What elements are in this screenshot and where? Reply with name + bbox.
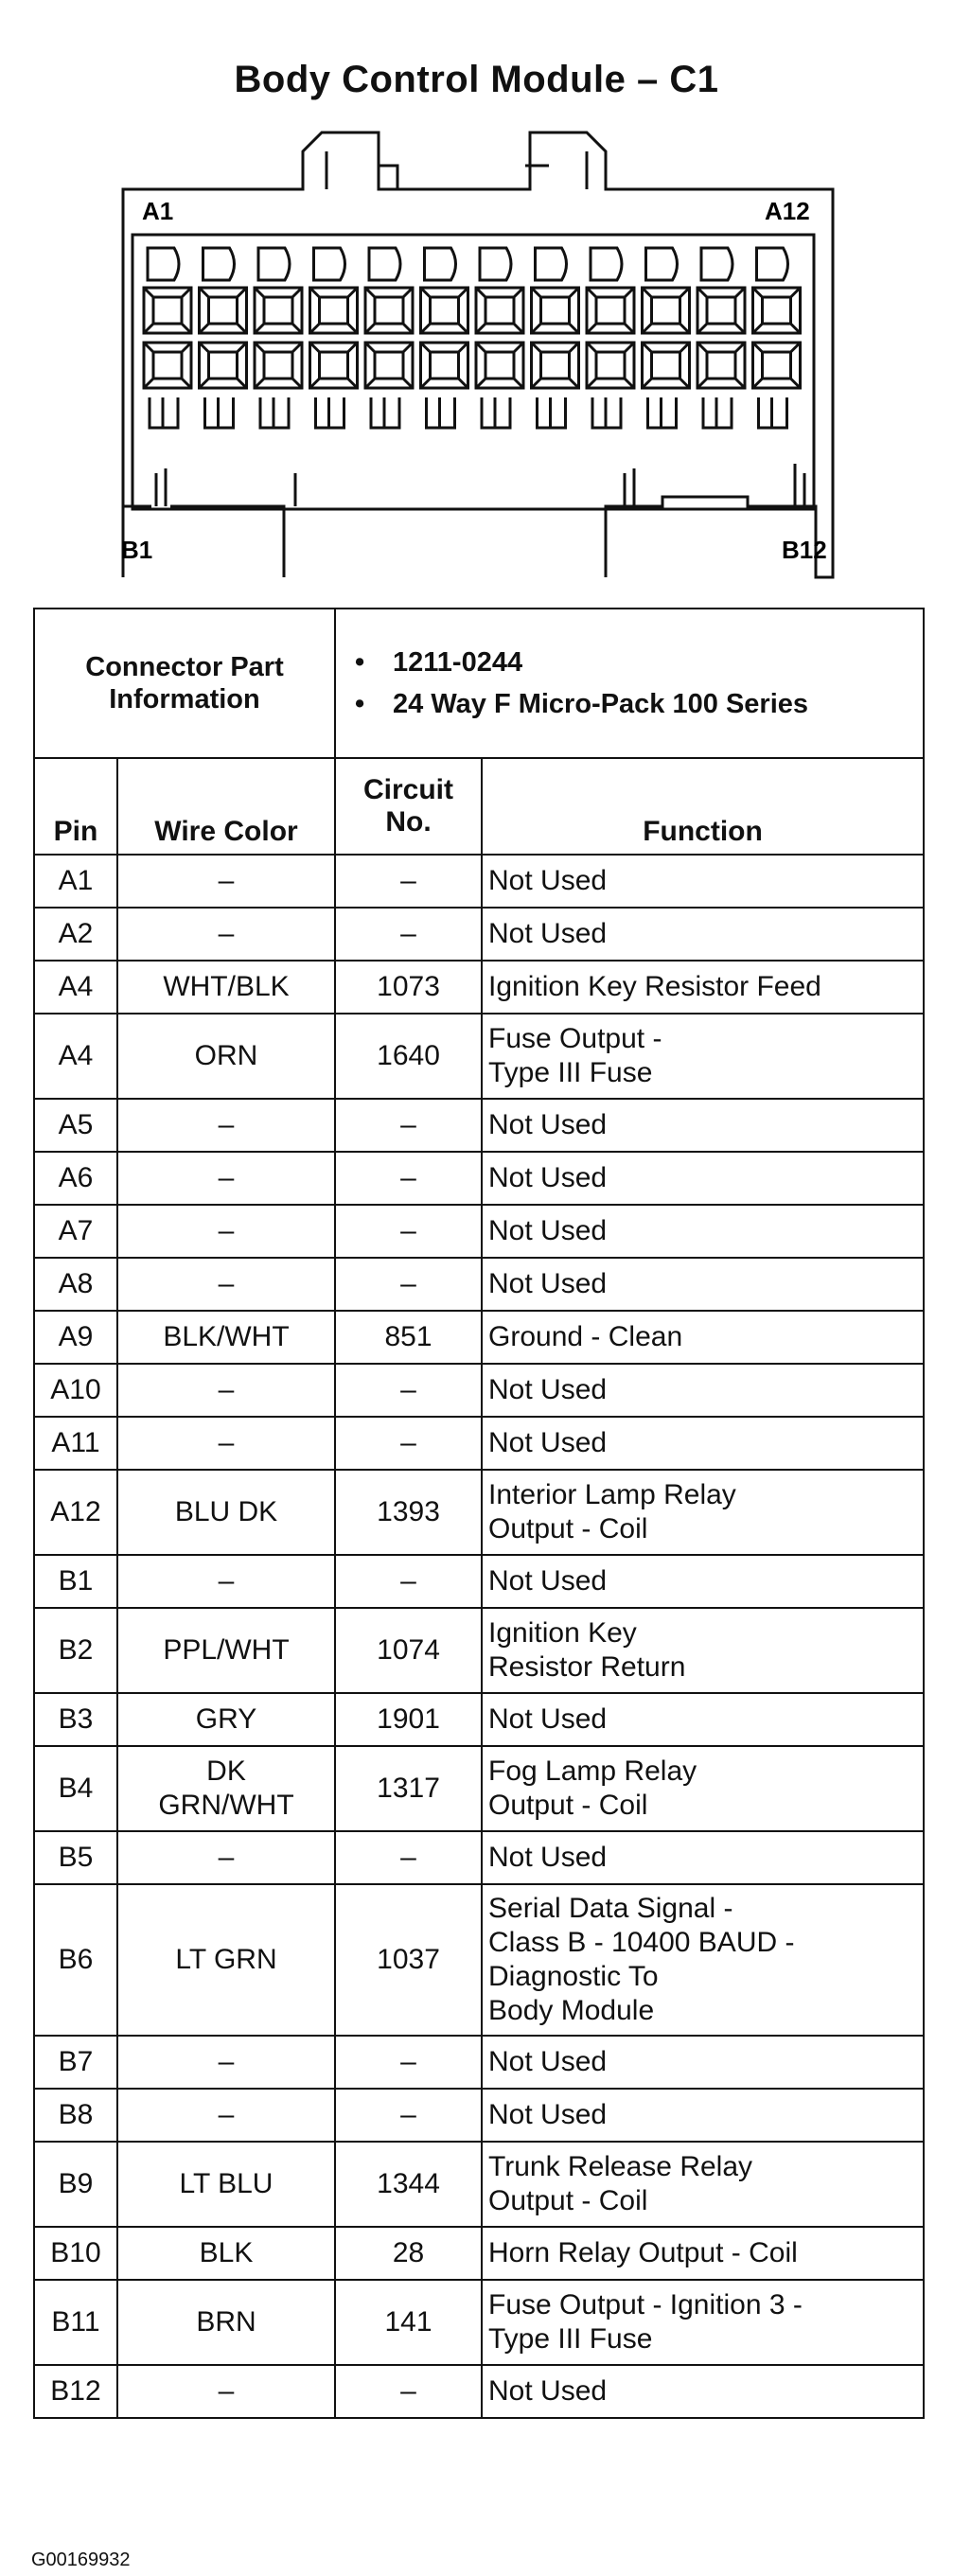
terminal-bottom: [316, 397, 344, 428]
connector-label-b12: B12: [782, 536, 827, 564]
pin-cell: B3: [34, 1693, 117, 1746]
circuit-cell: 1393: [335, 1470, 482, 1555]
table-row: [34, 2365, 924, 2418]
cavity-corners: [697, 288, 745, 333]
circuit-cell: –: [335, 1152, 482, 1205]
cavity-corners: [144, 288, 191, 333]
cavity-corners: [200, 343, 247, 388]
terminal-top: [646, 248, 678, 280]
pin-cell: A11: [34, 1417, 117, 1470]
pin-cell: B12: [34, 2365, 117, 2418]
cavity-corners: [200, 288, 247, 333]
function-cell: Ignition Key Resistor Return: [482, 1608, 924, 1693]
circuit-cell: –: [335, 908, 482, 961]
part-info-label: Connector Part Information: [34, 609, 335, 758]
cavity-corners: [255, 288, 302, 333]
page-title: Body Control Module – C1: [234, 59, 719, 100]
pin-cell: A1: [34, 855, 117, 908]
table-row: [34, 1014, 924, 1099]
cavity-corners: [753, 288, 801, 333]
terminal-top: [536, 248, 567, 280]
cavity-corners: [365, 343, 413, 388]
circuit-cell: –: [335, 1364, 482, 1417]
pin-cell: B7: [34, 2036, 117, 2089]
circuit-cell: 141: [335, 2280, 482, 2365]
circuit-cell: –: [335, 2036, 482, 2089]
terminal-bottom: [648, 397, 677, 428]
col-header-wire-color: Wire Color: [117, 758, 335, 855]
pin-cell: A4: [34, 961, 117, 1014]
function-cell: Ground - Clean: [482, 1311, 924, 1364]
table-row: [34, 1205, 924, 1258]
pin-cell: A5: [34, 1099, 117, 1152]
cavity-corners: [476, 288, 523, 333]
wire-color-cell: –: [117, 1205, 335, 1258]
table-row: [34, 1831, 924, 1884]
pin-cell: A4: [34, 1014, 117, 1099]
circuit-cell: 1317: [335, 1746, 482, 1831]
cavity-inner: [209, 352, 238, 379]
circuit-cell: 1037: [335, 1884, 482, 2036]
table-row: [34, 1884, 924, 2036]
circuit-cell: –: [335, 1417, 482, 1470]
function-cell: Ignition Key Resistor Feed: [482, 961, 924, 1014]
circuit-cell: 1640: [335, 1014, 482, 1099]
cavity-corners: [643, 288, 690, 333]
pin-cell: B1: [34, 1555, 117, 1608]
function-cell: Not Used: [482, 855, 924, 908]
function-cell: Interior Lamp Relay Output - Coil: [482, 1470, 924, 1555]
terminal-top: [480, 248, 511, 280]
col-header-pin: Pin: [34, 758, 117, 855]
cavity-inner: [375, 352, 403, 379]
circuit-cell: –: [335, 1258, 482, 1311]
table-row: [34, 1608, 924, 1693]
cavity-inner: [264, 352, 292, 379]
cavity-corners: [532, 288, 579, 333]
connector-cavity-frame: [132, 235, 814, 509]
cavity-corners: [753, 343, 801, 388]
terminal-top: [591, 248, 622, 280]
table-row: [34, 1693, 924, 1746]
function-cell: Not Used: [482, 1099, 924, 1152]
terminal-bottom: [260, 397, 289, 428]
cavity-corners: [587, 288, 634, 333]
cavity-corners: [643, 343, 690, 388]
table-row: [34, 1555, 924, 1608]
pin-cell: B5: [34, 1831, 117, 1884]
col-header-function: Function: [482, 758, 924, 855]
circuit-cell: –: [335, 2365, 482, 2418]
circuit-cell: –: [335, 1205, 482, 1258]
table-row: [34, 1364, 924, 1417]
wire-color-cell: –: [117, 1364, 335, 1417]
cavity-corners: [144, 343, 191, 388]
terminal-bottom: [538, 397, 566, 428]
pin-cell: B9: [34, 2142, 117, 2227]
cavity-corners: [532, 343, 579, 388]
function-cell: Not Used: [482, 1693, 924, 1746]
cavity-inner: [541, 352, 570, 379]
terminal-top: [701, 248, 732, 280]
table-row: [34, 1311, 924, 1364]
cavity-corners: [697, 343, 745, 388]
cavity-inner: [707, 297, 735, 324]
cavity-inner: [707, 352, 735, 379]
wire-color-cell: GRY: [117, 1693, 335, 1746]
wire-color-cell: –: [117, 855, 335, 908]
cavity-inner: [596, 297, 625, 324]
terminal-bottom: [759, 397, 787, 428]
cavity-inner: [431, 297, 459, 324]
wire-color-cell: –: [117, 1258, 335, 1311]
part-info-row: [34, 609, 924, 758]
cavity-corners: [310, 343, 358, 388]
cavity-inner: [320, 297, 348, 324]
circuit-cell: 1901: [335, 1693, 482, 1746]
wire-color-cell: –: [117, 2365, 335, 2418]
pin-cell: B8: [34, 2089, 117, 2142]
function-cell: Not Used: [482, 1555, 924, 1608]
pin-cell: A12: [34, 1470, 117, 1555]
circuit-cell: 1073: [335, 961, 482, 1014]
pin-cell: A9: [34, 1311, 117, 1364]
wire-color-cell: BLU DK: [117, 1470, 335, 1555]
table-row: [34, 2089, 924, 2142]
cavity-inner: [652, 352, 680, 379]
wire-color-cell: BRN: [117, 2280, 335, 2365]
pin-cell: A2: [34, 908, 117, 961]
terminal-bottom: [592, 397, 621, 428]
wire-color-cell: –: [117, 2089, 335, 2142]
cavity-corners: [421, 343, 468, 388]
cavity-corners: [365, 288, 413, 333]
cavity-inner: [153, 352, 182, 379]
cavity-inner: [652, 297, 680, 324]
terminal-top: [258, 248, 290, 280]
function-cell: Fog Lamp Relay Output - Coil: [482, 1746, 924, 1831]
table-row: [34, 1099, 924, 1152]
circuit-cell: –: [335, 2089, 482, 2142]
figure-code: G00169932: [31, 2550, 131, 2570]
table-row: [34, 1152, 924, 1205]
cavity-corners: [587, 343, 634, 388]
terminal-bottom: [703, 397, 732, 428]
wire-color-cell: –: [117, 2036, 335, 2089]
connector-diagram: [0, 0, 953, 606]
terminal-bottom: [482, 397, 510, 428]
table-row: [34, 1258, 924, 1311]
circuit-cell: –: [335, 1555, 482, 1608]
circuit-cell: –: [335, 1099, 482, 1152]
part-number: • 1211-0244: [393, 646, 915, 679]
cavity-inner: [596, 352, 625, 379]
function-cell: Not Used: [482, 1831, 924, 1884]
header-row: [34, 758, 924, 855]
wire-color-cell: BLK: [117, 2227, 335, 2280]
pin-table: [33, 608, 925, 2419]
table-row: [34, 2142, 924, 2227]
connector-label-b1: B1: [121, 536, 153, 564]
pin-cell: B4: [34, 1746, 117, 1831]
pin-cell: B6: [34, 1884, 117, 2036]
wire-color-cell: –: [117, 1831, 335, 1884]
cavity-inner: [763, 352, 791, 379]
connector-body: [123, 132, 833, 577]
cavity-corners: [476, 343, 523, 388]
wire-color-cell: LT GRN: [117, 1884, 335, 2036]
cavity-corners: [310, 288, 358, 333]
wire-color-cell: WHT/BLK: [117, 961, 335, 1014]
terminal-top: [148, 248, 179, 280]
function-cell: Not Used: [482, 1417, 924, 1470]
table-row: [34, 2227, 924, 2280]
function-cell: Not Used: [482, 2036, 924, 2089]
circuit-cell: –: [335, 1831, 482, 1884]
table-row: [34, 908, 924, 961]
function-cell: Not Used: [482, 2089, 924, 2142]
pin-cell: B10: [34, 2227, 117, 2280]
wire-color-cell: –: [117, 1152, 335, 1205]
cavity-inner: [209, 297, 238, 324]
table-row: [34, 1746, 924, 1831]
terminal-bottom: [427, 397, 455, 428]
cavity-inner: [320, 352, 348, 379]
terminal-top: [314, 248, 345, 280]
connector-label-a12: A12: [765, 197, 810, 225]
cavity-corners: [255, 343, 302, 388]
function-cell: Not Used: [482, 2365, 924, 2418]
col-header-circuit: Circuit No.: [335, 758, 482, 855]
function-cell: Not Used: [482, 1364, 924, 1417]
cavity-inner: [485, 297, 514, 324]
terminal-bottom: [150, 397, 178, 428]
function-cell: Serial Data Signal - Class B - 10400 BAUD - Diagnostic To Body Module: [482, 1884, 924, 2036]
circuit-cell: 28: [335, 2227, 482, 2280]
wire-color-cell: –: [117, 908, 335, 961]
function-cell: Not Used: [482, 1152, 924, 1205]
circuit-cell: –: [335, 855, 482, 908]
terminal-top: [203, 248, 235, 280]
pin-cell: A6: [34, 1152, 117, 1205]
terminal-top: [757, 248, 788, 280]
table-row: [34, 1470, 924, 1555]
connector-ribs: [156, 464, 804, 506]
function-cell: Not Used: [482, 1258, 924, 1311]
circuit-cell: 851: [335, 1311, 482, 1364]
circuit-cell: 1344: [335, 2142, 482, 2227]
pin-cell: B11: [34, 2280, 117, 2365]
terminal-top: [369, 248, 400, 280]
cavity-inner: [485, 352, 514, 379]
wire-color-cell: –: [117, 1417, 335, 1470]
pin-cell: B2: [34, 1608, 117, 1693]
part-description: • 24 Way F Micro-Pack 100 Series: [393, 688, 915, 720]
part-info-values: [335, 609, 924, 758]
table-row: [34, 2036, 924, 2089]
function-cell: Trunk Release Relay Output - Coil: [482, 2142, 924, 2227]
connector-label-a1: A1: [142, 197, 174, 225]
table-row: [34, 855, 924, 908]
terminal-bottom: [205, 397, 234, 428]
function-cell: Fuse Output - Ignition 3 - Type III Fuse: [482, 2280, 924, 2365]
wire-color-cell: PPL/WHT: [117, 1608, 335, 1693]
wire-color-cell: BLK/WHT: [117, 1311, 335, 1364]
table-row: [34, 961, 924, 1014]
cavity-inner: [264, 297, 292, 324]
terminal-top: [425, 248, 456, 280]
cavity-inner: [375, 297, 403, 324]
wire-color-cell: ORN: [117, 1014, 335, 1099]
wire-color-cell: –: [117, 1555, 335, 1608]
pin-cell: A8: [34, 1258, 117, 1311]
cavity-inner: [153, 297, 182, 324]
cavity-inner: [541, 297, 570, 324]
wire-color-cell: DK GRN/WHT: [117, 1746, 335, 1831]
pin-cell: A10: [34, 1364, 117, 1417]
function-cell: Not Used: [482, 1205, 924, 1258]
cavity-inner: [431, 352, 459, 379]
circuit-cell: 1074: [335, 1608, 482, 1693]
cavity-inner: [763, 297, 791, 324]
function-cell: Fuse Output - Type III Fuse: [482, 1014, 924, 1099]
table-row: [34, 2280, 924, 2365]
function-cell: Not Used: [482, 908, 924, 961]
wire-color-cell: LT BLU: [117, 2142, 335, 2227]
connector-latch-detail: [326, 151, 587, 189]
pin-cell: A7: [34, 1205, 117, 1258]
table-row: [34, 1417, 924, 1470]
function-cell: Horn Relay Output - Coil: [482, 2227, 924, 2280]
terminal-bottom: [371, 397, 399, 428]
cavity-corners: [421, 288, 468, 333]
wire-color-cell: –: [117, 1099, 335, 1152]
